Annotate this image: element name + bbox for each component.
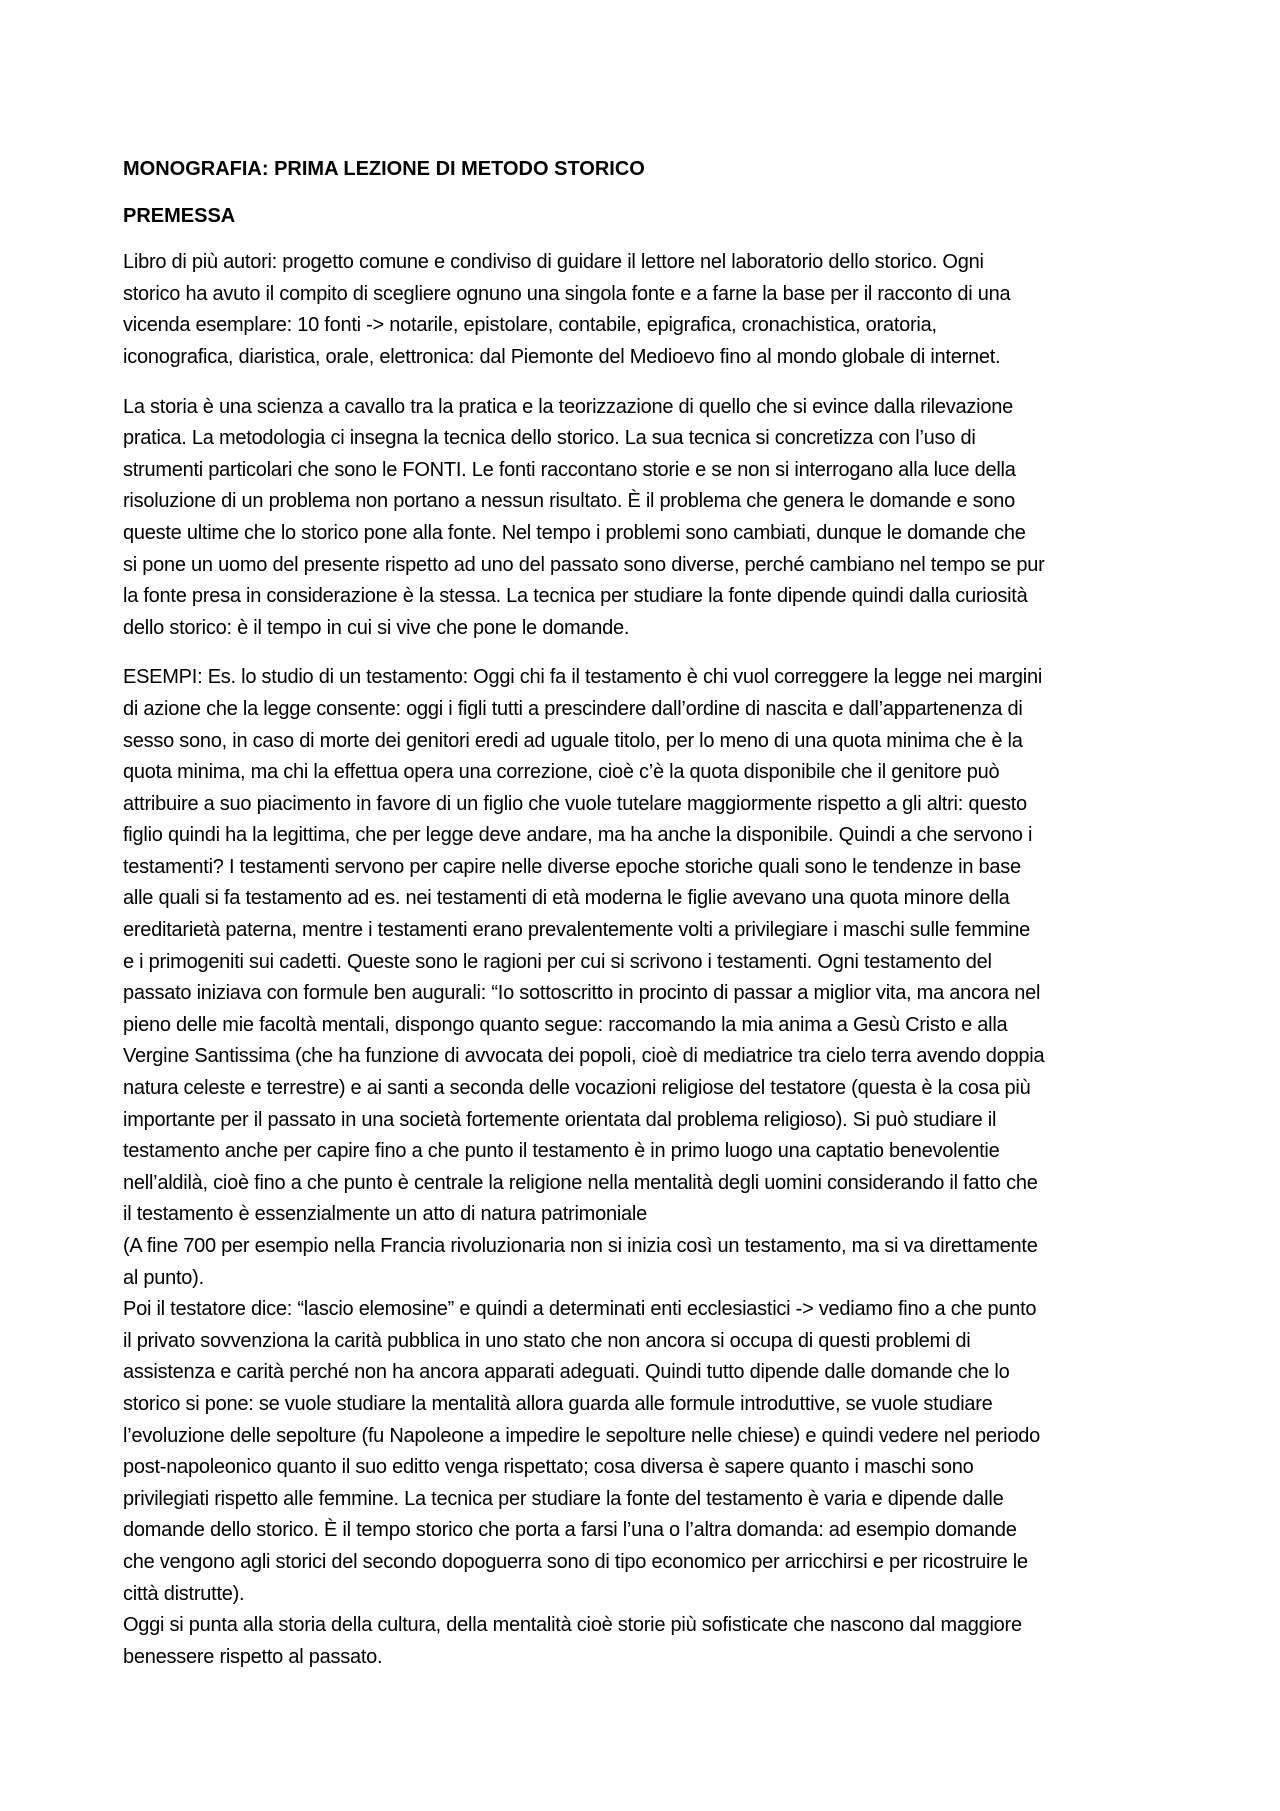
text-line: alle quali si fa testamento ad es. nei testamenti di età moderna le figlie avevano una quota minore della	[123, 887, 1010, 910]
text-line: ereditarietà paterna, mentre i testamenti erano prevalentemente volti a privilegiare i maschi sulle femmine	[123, 919, 1031, 942]
text-line: natura celeste e terrestre) e ai santi a seconda delle vocazioni religiose del testatore (questa è la cosa più	[123, 1077, 1031, 1100]
text-line: città distrutte).	[123, 1582, 245, 1605]
text-line: Vergine Santissima (che ha funzione di avvocata dei popoli, cioè di mediatrice tra cielo terra avendo doppia	[123, 1045, 1045, 1068]
paragraph-intro	[123, 247, 1173, 373]
text-line: figlio quindi ha la legittima, che per legge deve andare, ma ha anche la disponibile. Quindi a che servono i	[123, 824, 1033, 847]
document-page	[123, 154, 1173, 1691]
document-title: MONOGRAFIA: PRIMA LEZIONE DI METODO STORICO	[123, 158, 645, 180]
text-line: al punto).	[123, 1266, 204, 1289]
text-line: quota minima, ma chi la effettua opera una correzione, cioè c’è la quota disponibile che il genitore può	[123, 761, 1000, 784]
text-line: il privato sovvenziona la carità pubblica in uno stato che non ancora si occupa di questi problemi di	[123, 1329, 971, 1352]
text-line: La storia è una scienza a cavallo tra la pratica e la teorizzazione di quello che si evince dalla rilevazione	[123, 395, 1013, 418]
text-line: pieno delle mie facoltà mentali, dispongo quanto segue: raccomando la mia anima a Gesù Cristo e alla	[123, 1013, 1008, 1036]
text-line: di azione che la legge consente: oggi i figli tutti a prescindere dall’ordine di nascita e dall’appartenenza di	[123, 697, 1023, 720]
text-line: domande dello storico. È il tempo storico che porta a farsi l’una o l’altra domanda: ad esempio domande	[123, 1519, 1017, 1542]
text-line: nell’aldilà, cioè fino a che punto è centrale la religione nella mentalità degli uomini considerando il fatto che	[123, 1171, 1038, 1194]
text-line: risoluzione di un problema non portano a nessun risultato. È il problema che genera le domande e sono	[123, 490, 1015, 513]
text-line: benessere rispetto al passato.	[123, 1645, 383, 1668]
text-line: Poi il testatore dice: “lascio elemosine” e quindi a determinati enti ecclesiastici -> vediamo fino a che punto	[123, 1298, 1037, 1321]
text-line: e i primogeniti sui cadetti. Queste sono le ragioni per cui si scrivono i testamenti. Ogni testamento del	[123, 950, 992, 973]
text-line: dello storico: è il tempo in cui si vive che pone le domande.	[123, 616, 630, 639]
text-line: pratica. La metodologia ci insegna la tecnica dello storico. La sua tecnica si concretizza con l’uso di	[123, 427, 976, 450]
text-line: iconografica, diaristica, orale, elettronica: dal Piemonte del Medioevo fino al mondo globale di internet.	[123, 345, 1001, 368]
text-line: passato iniziava con formule ben augurali: “Io sottoscritto in procinto di passar a miglior vita, ma ancora nel	[123, 982, 1041, 1005]
text-line: che vengono agli storici del secondo dopoguerra sono di tipo economico per arricchirsi e per ricostruire le	[123, 1550, 1028, 1573]
text-line: assistenza e carità perché non ha ancora apparati adeguati. Quindi tutto dipende dalle domande che lo	[123, 1361, 1010, 1384]
text-line: attribuire a suo piacimento in favore di un figlio che vuole tutelare maggiormente rispetto a gli altri: questo	[123, 792, 1027, 815]
text-line: si pone un uomo del presente rispetto ad uno del passato sono diverse, perché cambiano nel tempo se pur	[123, 553, 1045, 576]
paragraph-history-science	[123, 392, 1173, 645]
text-line: (A fine 700 per esempio nella Francia rivoluzionaria non si inizia così un testamento, ma si va direttamente	[123, 1235, 1038, 1257]
text-line: strumenti particolari che sono le FONTI. Le fonti raccontano storie e se non si interrogano alla luce della	[123, 458, 1016, 481]
text-line: importante per il passato in una società fortemente orientata dal problema religioso). Si può studiare il	[123, 1108, 997, 1131]
text-line: vicenda esemplare: 10 fonti -> notarile, epistolare, contabile, epigrafica, cronachistica, oratoria,	[123, 314, 937, 337]
text-line: la fonte presa in considerazione è la stessa. La tecnica per studiare la fonte dipende quindi dalla curiosità	[123, 585, 1028, 608]
text-line: testamento anche per capire fino a che punto il testamento è in primo luogo una captatio benevolentie	[123, 1140, 1000, 1163]
text-line: storico ha avuto il compito di scegliere ognuno una singola fonte e a farne la base per il racconto di una	[123, 282, 1011, 305]
text-line: storico si pone: se vuole studiare la mentalità allora guarda alle formule introduttive, se vuole studiare	[123, 1392, 993, 1415]
text-line: ESEMPI: Es. lo studio di un testamento: Oggi chi fa il testamento è chi vuol correggere la legge nei margini	[123, 666, 1043, 689]
text-line: Oggi si punta alla storia della cultura, della mentalità cioè storie più sofisticate che nascono dal maggiore	[123, 1614, 1022, 1637]
text-line: sesso sono, in caso di morte dei genitori eredi ad uguale titolo, per lo meno di una quota minima che è la	[123, 729, 1023, 752]
text-line: queste ultime che lo storico pone alla fonte. Nel tempo i problemi sono cambiati, dunque le domande che	[123, 521, 1026, 544]
text-line: Libro di più autori: progetto comune e condiviso di guidare il lettore nel laboratorio dello storico. Ogni	[123, 251, 984, 274]
section-heading: PREMESSA	[123, 204, 236, 227]
paragraph-examples	[123, 662, 1173, 1673]
text-line: testamenti? I testamenti servono per capire nelle diverse epoche storiche quali sono le tendenze in base	[123, 855, 1021, 878]
text-line: il testamento è essenzialmente un atto di natura patrimoniale	[123, 1203, 647, 1226]
text-line: privilegiati rispetto alle femmine. La tecnica per studiare la fonte del testamento è varia e dipende dalle	[123, 1487, 1004, 1510]
text-line: l’evoluzione delle sepolture (fu Napoleone a impedire le sepolture nelle chiese) e quindi vedere nel periodo	[123, 1424, 1040, 1447]
text-line: post-napoleonico quanto il suo editto venga rispettato; cosa diversa è sapere quanto i maschi sono	[123, 1456, 974, 1479]
